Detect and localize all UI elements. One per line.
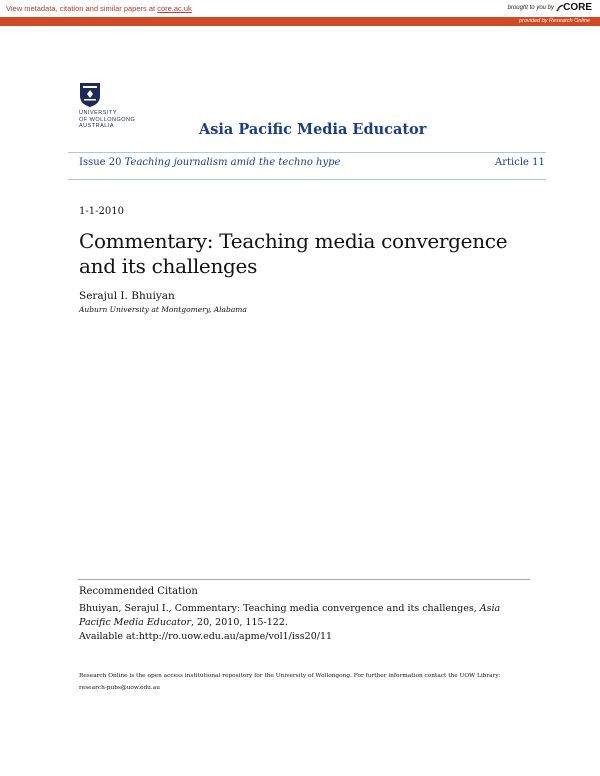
university-crest-icon <box>79 82 101 108</box>
brought-by-label: brought to you by <box>507 5 554 11</box>
provided-by-band <box>0 17 600 26</box>
recommended-citation-heading: Recommended Citation <box>79 586 198 597</box>
view-metadata-link[interactable]: View metadata, citation and similar papers at core.ac.uk <box>6 4 192 13</box>
author-affiliation: Auburn University at Montgomery, Alabama <box>79 305 247 314</box>
provided-by-label[interactable]: provided by Research Online <box>519 18 590 24</box>
divider <box>68 152 546 153</box>
citation-url[interactable]: Available at:http://ro.uow.edu.au/apme/vol1/iss20/11 <box>79 631 333 642</box>
author-name[interactable]: Serajul I. Bhuiyan <box>79 290 175 302</box>
divider <box>78 579 530 580</box>
publication-date: 1-1-2010 <box>79 206 124 217</box>
article-link[interactable]: Article 11 <box>495 157 545 168</box>
citation-text: Bhuiyan, Serajul I., Commentary: Teaching media convergence and its challenges, Asia Pacific Media Educator, 20, 2010, 115-122. Available at:http://ro.uow.edu.au/apme/vol1/iss20/11 <box>79 603 501 642</box>
university-name: UNIVERSITY OF WOLLONGONG AUSTRALIA <box>79 110 136 129</box>
uow-logo <box>79 82 143 138</box>
paper-title: Commentary: Teaching media convergence and its challenges <box>79 229 508 278</box>
core-link[interactable]: core.ac.uk <box>157 4 192 13</box>
repository-footer: Research Online is the open access institutional repository for the University of Wollongong. For further information contact the UOW Library: research-pubs@uow.edu.au <box>79 673 501 691</box>
core-logo-text[interactable]: CORE <box>563 2 592 13</box>
issue-title: Teaching journalism amid the techno hype <box>124 157 341 168</box>
divider <box>68 179 546 180</box>
issue-link[interactable]: Issue 20 Teaching journalism amid the techno hype <box>79 157 341 168</box>
journal-title[interactable]: Asia Pacific Media Educator <box>199 121 427 138</box>
citation-journal: Asia Pacific Media Educator <box>79 603 501 628</box>
